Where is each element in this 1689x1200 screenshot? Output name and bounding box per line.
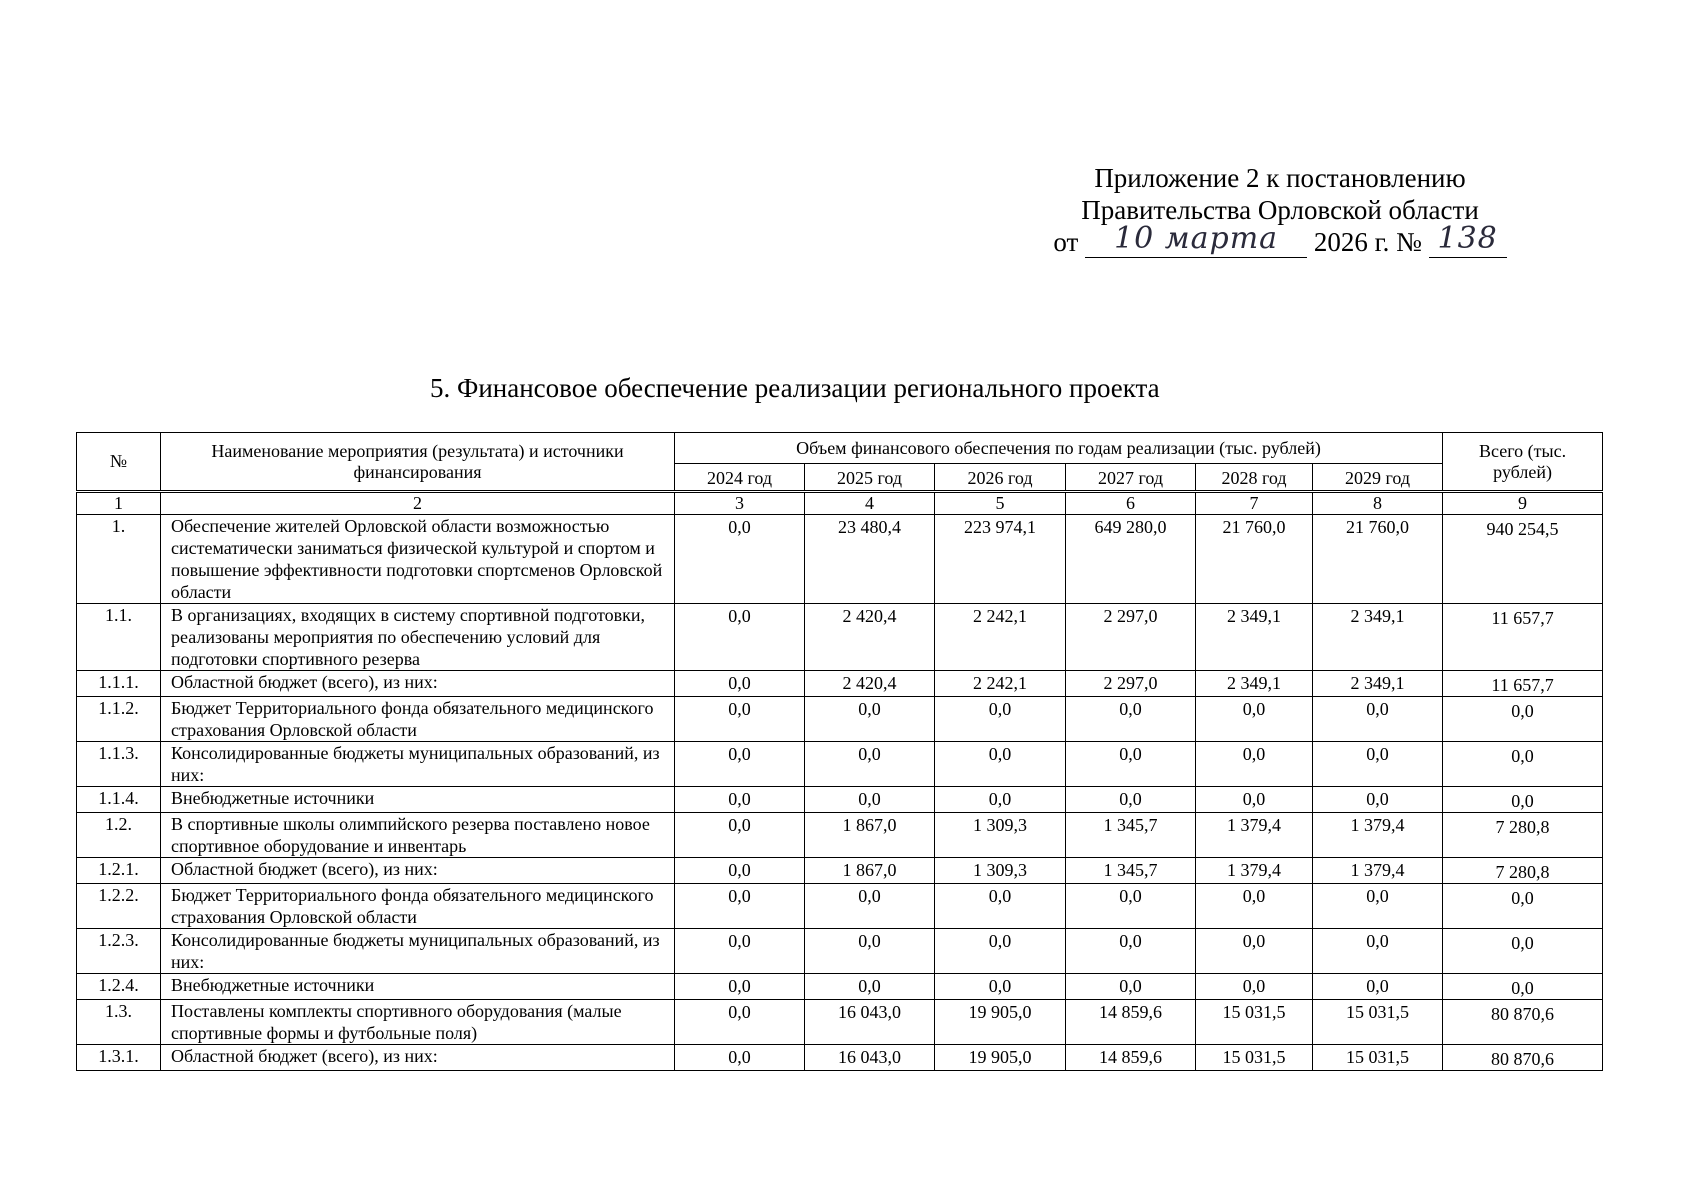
year-value: 0,0 bbox=[935, 787, 1066, 813]
year-value: 2 242,1 bbox=[935, 671, 1066, 697]
year-value: 0,0 bbox=[1196, 974, 1313, 1000]
year-value: 15 031,5 bbox=[1313, 1045, 1443, 1071]
header-year: 2024 год bbox=[675, 464, 805, 492]
table-row bbox=[77, 515, 1603, 604]
header-year: 2025 год bbox=[805, 464, 935, 492]
appendix-line-2: Правительства Орловской области bbox=[1081, 195, 1479, 225]
header-name: Наименование мероприятия (результата) и источники финансирования bbox=[161, 433, 675, 492]
header-year: 2026 год bbox=[935, 464, 1066, 492]
year-value: 0,0 bbox=[675, 742, 805, 787]
year-value: 0,0 bbox=[1066, 697, 1196, 742]
year-value: 1 867,0 bbox=[805, 858, 935, 884]
year-value: 2 349,1 bbox=[1196, 671, 1313, 697]
row-name: В спортивные школы олимпийского резерва поставлено новое спортивное оборудование и инвентарь bbox=[161, 813, 675, 858]
year-value: 0,0 bbox=[935, 697, 1066, 742]
year-value: 223 974,1 bbox=[935, 515, 1066, 604]
year-value: 21 760,0 bbox=[1196, 515, 1313, 604]
table-row bbox=[77, 858, 1603, 884]
year-value: 0,0 bbox=[1196, 884, 1313, 929]
year-value: 0,0 bbox=[675, 604, 805, 671]
year-value: 649 280,0 bbox=[1066, 515, 1196, 604]
year-value: 0,0 bbox=[1196, 697, 1313, 742]
column-number: 6 bbox=[1066, 492, 1196, 515]
year-value: 0,0 bbox=[805, 884, 935, 929]
column-number: 9 bbox=[1443, 492, 1603, 515]
year-value: 1 309,3 bbox=[935, 858, 1066, 884]
number-fill-field bbox=[1429, 221, 1507, 258]
year-value: 14 859,6 bbox=[1066, 1000, 1196, 1045]
table-row bbox=[77, 813, 1603, 858]
appendix-line-1: Приложение 2 к постановлению bbox=[1094, 163, 1466, 193]
year-value: 19 905,0 bbox=[935, 1045, 1066, 1071]
table-row bbox=[77, 929, 1603, 974]
column-number: 4 bbox=[805, 492, 935, 515]
row-name: Областной бюджет (всего), из них: bbox=[161, 671, 675, 697]
date-prefix: от bbox=[1053, 227, 1079, 257]
row-name: Консолидированные бюджеты муниципальных образований, из них: bbox=[161, 742, 675, 787]
year-value: 2 420,4 bbox=[805, 604, 935, 671]
year-value: 1 309,3 bbox=[935, 813, 1066, 858]
row-number: 1.2.1. bbox=[77, 858, 161, 884]
row-total: 7 280,8 bbox=[1443, 813, 1603, 858]
header-number: № bbox=[77, 433, 161, 492]
year-value: 0,0 bbox=[935, 929, 1066, 974]
year-value: 2 242,1 bbox=[935, 604, 1066, 671]
year-value: 0,0 bbox=[1196, 787, 1313, 813]
row-total: 0,0 bbox=[1443, 974, 1603, 1000]
year-value: 0,0 bbox=[675, 974, 805, 1000]
year-value: 0,0 bbox=[1066, 929, 1196, 974]
year-value: 1 345,7 bbox=[1066, 858, 1196, 884]
row-number: 1.2.3. bbox=[77, 929, 161, 974]
header-total: Всего (тыс. рублей) bbox=[1443, 433, 1603, 492]
year-value: 0,0 bbox=[675, 929, 805, 974]
table-row bbox=[77, 742, 1603, 787]
year-value: 0,0 bbox=[1066, 742, 1196, 787]
year-value: 15 031,5 bbox=[1313, 1000, 1443, 1045]
row-number: 1.1.2. bbox=[77, 697, 161, 742]
column-number: 5 bbox=[935, 492, 1066, 515]
year-value: 1 379,4 bbox=[1196, 813, 1313, 858]
row-name: Консолидированные бюджеты муниципальных образований, из них: bbox=[161, 929, 675, 974]
year-value: 0,0 bbox=[935, 974, 1066, 1000]
row-total: 7 280,8 bbox=[1443, 858, 1603, 884]
year-value: 16 043,0 bbox=[805, 1045, 935, 1071]
row-total: 0,0 bbox=[1443, 697, 1603, 742]
handwritten-number: 138 bbox=[1437, 221, 1498, 256]
row-total: 0,0 bbox=[1443, 929, 1603, 974]
row-number: 1.1.1. bbox=[77, 671, 161, 697]
year-value: 0,0 bbox=[805, 974, 935, 1000]
year-value: 0,0 bbox=[1313, 974, 1443, 1000]
header-year: 2028 год bbox=[1196, 464, 1313, 492]
year-value: 2 297,0 bbox=[1066, 671, 1196, 697]
year-value: 16 043,0 bbox=[805, 1000, 935, 1045]
header-year: 2027 год bbox=[1066, 464, 1196, 492]
row-number: 1.1.4. bbox=[77, 787, 161, 813]
row-total: 940 254,5 bbox=[1443, 515, 1603, 604]
row-number: 1.3.1. bbox=[77, 1045, 161, 1071]
table-row bbox=[77, 974, 1603, 1000]
year-value: 0,0 bbox=[1066, 787, 1196, 813]
row-total: 11 657,7 bbox=[1443, 671, 1603, 697]
year-value: 0,0 bbox=[1196, 929, 1313, 974]
year-value: 1 345,7 bbox=[1066, 813, 1196, 858]
year-value: 0,0 bbox=[675, 697, 805, 742]
year-value: 1 379,4 bbox=[1196, 858, 1313, 884]
row-number: 1.2.2. bbox=[77, 884, 161, 929]
year-value: 0,0 bbox=[675, 787, 805, 813]
year-value: 15 031,5 bbox=[1196, 1000, 1313, 1045]
year-value: 0,0 bbox=[935, 884, 1066, 929]
year-value: 15 031,5 bbox=[1196, 1045, 1313, 1071]
row-total: 0,0 bbox=[1443, 787, 1603, 813]
column-number: 8 bbox=[1313, 492, 1443, 515]
year-value: 1 379,4 bbox=[1313, 858, 1443, 884]
year-value: 2 349,1 bbox=[1313, 604, 1443, 671]
date-fill-field bbox=[1085, 221, 1307, 258]
year-value: 0,0 bbox=[675, 1000, 805, 1045]
year-value: 0,0 bbox=[805, 697, 935, 742]
year-value: 0,0 bbox=[675, 671, 805, 697]
year-value: 2 349,1 bbox=[1313, 671, 1443, 697]
row-number: 1.1.3. bbox=[77, 742, 161, 787]
year-value: 23 480,4 bbox=[805, 515, 935, 604]
row-number: 1.2. bbox=[77, 813, 161, 858]
row-name: Областной бюджет (всего), из них: bbox=[161, 1045, 675, 1071]
year-value: 2 420,4 bbox=[805, 671, 935, 697]
year-value: 1 867,0 bbox=[805, 813, 935, 858]
year-value: 0,0 bbox=[675, 515, 805, 604]
row-total: 80 870,6 bbox=[1443, 1000, 1603, 1045]
year-value: 0,0 bbox=[675, 858, 805, 884]
year-value: 0,0 bbox=[675, 813, 805, 858]
year-value: 0,0 bbox=[1066, 884, 1196, 929]
header-volume: Объем финансового обеспечения по годам реализации (тыс. рублей) bbox=[675, 433, 1443, 464]
year-value: 2 349,1 bbox=[1196, 604, 1313, 671]
year-value: 0,0 bbox=[1313, 929, 1443, 974]
year-value: 0,0 bbox=[1196, 742, 1313, 787]
table-row bbox=[77, 604, 1603, 671]
year-value: 0,0 bbox=[1066, 974, 1196, 1000]
year-value: 0,0 bbox=[935, 742, 1066, 787]
financing-table bbox=[76, 432, 1603, 1071]
year-value: 21 760,0 bbox=[1313, 515, 1443, 604]
year-value: 0,0 bbox=[1313, 697, 1443, 742]
year-value: 0,0 bbox=[1313, 884, 1443, 929]
section-title: 5. Финансовое обеспечение реализации регионального проекта bbox=[430, 373, 1160, 403]
date-suffix: 2026 г. № bbox=[1313, 227, 1422, 257]
row-name: Внебюджетные источники bbox=[161, 787, 675, 813]
row-name: Внебюджетные источники bbox=[161, 974, 675, 1000]
column-number: 2 bbox=[161, 492, 675, 515]
year-value: 0,0 bbox=[805, 787, 935, 813]
row-name: Поставлены комплекты спортивного оборудования (малые спортивные формы и футбольные поля) bbox=[161, 1000, 675, 1045]
appendix-header bbox=[1040, 162, 1520, 258]
row-number: 1.1. bbox=[77, 604, 161, 671]
resolution-date-line bbox=[1040, 221, 1520, 258]
table-row bbox=[77, 671, 1603, 697]
table-row bbox=[77, 884, 1603, 929]
table-row bbox=[77, 1045, 1603, 1071]
row-total: 80 870,6 bbox=[1443, 1045, 1603, 1071]
year-value: 0,0 bbox=[805, 929, 935, 974]
row-name: Бюджет Территориального фонда обязательного медицинского страхования Орловской области bbox=[161, 697, 675, 742]
row-number: 1.2.4. bbox=[77, 974, 161, 1000]
handwritten-date: 10 марта bbox=[1114, 221, 1279, 256]
column-number: 7 bbox=[1196, 492, 1313, 515]
header-year: 2029 год bbox=[1313, 464, 1443, 492]
row-total: 11 657,7 bbox=[1443, 604, 1603, 671]
year-value: 14 859,6 bbox=[1066, 1045, 1196, 1071]
year-value: 0,0 bbox=[675, 884, 805, 929]
year-value: 19 905,0 bbox=[935, 1000, 1066, 1045]
row-number: 1. bbox=[77, 515, 161, 604]
year-value: 0,0 bbox=[675, 1045, 805, 1071]
row-name: Бюджет Территориального фонда обязательного медицинского страхования Орловской области bbox=[161, 884, 675, 929]
year-value: 2 297,0 bbox=[1066, 604, 1196, 671]
row-total: 0,0 bbox=[1443, 742, 1603, 787]
table-row bbox=[77, 787, 1603, 813]
row-name: Областной бюджет (всего), из них: bbox=[161, 858, 675, 884]
row-name: В организациях, входящих в систему спортивной подготовки, реализованы мероприятия по обеспечению условий для подготовки спортивного резерва bbox=[161, 604, 675, 671]
row-total: 0,0 bbox=[1443, 884, 1603, 929]
year-value: 1 379,4 bbox=[1313, 813, 1443, 858]
table-row bbox=[77, 697, 1603, 742]
column-number: 3 bbox=[675, 492, 805, 515]
table-row bbox=[77, 1000, 1603, 1045]
column-number: 1 bbox=[77, 492, 161, 515]
row-number: 1.3. bbox=[77, 1000, 161, 1045]
year-value: 0,0 bbox=[805, 742, 935, 787]
year-value: 0,0 bbox=[1313, 787, 1443, 813]
year-value: 0,0 bbox=[1313, 742, 1443, 787]
row-name: Обеспечение жителей Орловской области возможностью систематически заниматься физической культурой и спортом и повышение эффективности подготовки спортсменов Орловской области bbox=[161, 515, 675, 604]
